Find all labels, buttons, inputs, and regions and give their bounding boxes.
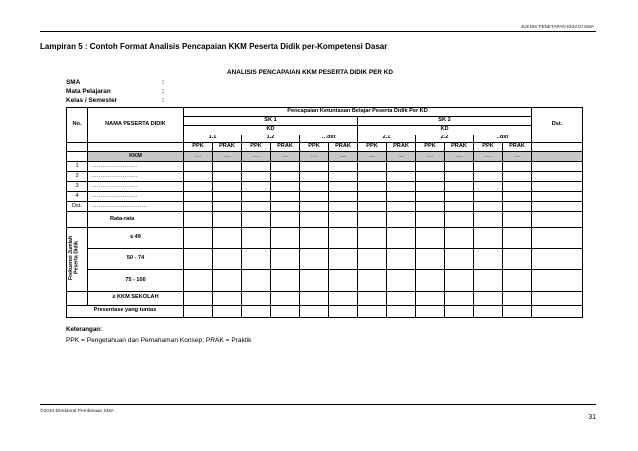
empty-cell	[67, 212, 88, 228]
kd-number: 1.1	[184, 135, 242, 143]
kd-number: 1.2	[242, 135, 300, 143]
table-row	[67, 182, 583, 192]
name-header: NAMA PESERTA DIDIK	[88, 108, 184, 143]
kkm-value: ….	[213, 152, 242, 162]
footer-rule	[40, 404, 596, 405]
meta-colon: :	[162, 97, 165, 104]
no-header: No.	[67, 108, 88, 143]
kkm-value: ….	[416, 152, 445, 162]
empty-cell	[88, 143, 184, 152]
dst-header: Dst.	[532, 108, 583, 143]
sub-header: PRAK	[213, 143, 242, 152]
kkm-label: KKM	[88, 152, 184, 162]
sk2-header: SK 2	[358, 117, 532, 126]
pencapaian-header: Pencapaian Ketuntasan Belajar Peserta Didik Per KD	[184, 108, 532, 117]
sub-header: PPK	[300, 143, 329, 152]
kd1-header	[184, 126, 358, 135]
student-name: …………………….	[88, 172, 184, 182]
kd2-header	[358, 126, 532, 135]
analysis-table	[66, 107, 583, 318]
frekuensi-text: Frekuensi Jumlah Peserta Didik	[68, 235, 80, 281]
sub-header: PPK	[184, 143, 213, 152]
row-number: Dst.	[67, 202, 88, 212]
sub-header: PRAK	[329, 143, 358, 152]
kkm-value: ….	[242, 152, 271, 162]
kd-number: 2.2	[416, 135, 474, 143]
page-number: 31	[588, 414, 596, 421]
sub-header: PPK	[358, 143, 387, 152]
kkm-value: ….	[271, 152, 300, 162]
table-row	[67, 162, 583, 172]
empty-cell	[67, 291, 88, 305]
table-row	[67, 172, 583, 182]
table-row	[67, 202, 583, 212]
keterangan-text: PPK = Pengetahuan dan Pemahaman Konsep; PRAK = Praktik	[66, 337, 252, 344]
table-row	[67, 192, 583, 202]
frekuensi-label	[67, 228, 88, 292]
kkm-value: ….	[358, 152, 387, 162]
meta-colon: :	[162, 79, 165, 86]
kd-label: KD	[440, 126, 449, 133]
meta-label-kelas: Kelas / Semester	[66, 97, 118, 104]
range-label: 75 - 100	[88, 270, 184, 291]
kkm-value: ….	[474, 152, 503, 162]
range-label: ≥ KKM SEKOLAH	[88, 291, 184, 305]
sk1-header: SK 1	[184, 117, 358, 126]
presentase-label: Presentase yang tuntas	[67, 305, 184, 317]
sub-header: PPK	[416, 143, 445, 152]
kkm-value	[532, 152, 583, 162]
table-title: ANALISIS PENCAPAIAN KKM PESERTA DIDIK PER KD	[226, 69, 394, 76]
row-number: 2	[67, 172, 88, 182]
kkm-value: ….	[387, 152, 416, 162]
kd-number: …dst	[300, 135, 358, 143]
row-number: 4	[67, 192, 88, 202]
rata-rata-label: Rata-rata	[88, 212, 184, 228]
kd-number: 2.1	[358, 135, 416, 143]
student-name: …………………….	[88, 192, 184, 202]
empty-cell	[67, 143, 88, 152]
copyright-text: ©2010-Direktorat Pembinaan SMA	[40, 409, 114, 414]
student-name: …………………….	[88, 162, 184, 172]
kkm-value: ….	[329, 152, 358, 162]
sub-header: PRAK	[271, 143, 300, 152]
empty-cell	[67, 152, 88, 162]
range-label: ≤ 49	[88, 228, 184, 249]
meta-label-sma: SMA	[66, 79, 81, 86]
sub-header: PRAK	[503, 143, 532, 152]
sub-header: PRAK	[445, 143, 474, 152]
kkm-value: ….	[300, 152, 329, 162]
kd-label: KD	[266, 126, 275, 133]
student-name: …………………….	[88, 182, 184, 192]
sub-header: PRAK	[387, 143, 416, 152]
header-rule	[40, 31, 596, 32]
student-name: …………………………	[88, 202, 184, 212]
lampiran-title: Lampiran 5 : Contoh Format Analisis Pencapaian KKM Peserta Didik per-Kompetensi Dasar	[40, 42, 388, 51]
keterangan-title: Keterangan:	[66, 326, 103, 333]
row-number: 3	[67, 182, 88, 192]
kkm-value: ….	[503, 152, 532, 162]
meta-colon: :	[162, 88, 165, 95]
sub-header: PPK	[474, 143, 503, 152]
kd-number: ..dst	[474, 135, 532, 143]
sub-header: PPK	[242, 143, 271, 152]
kkm-value: ….	[445, 152, 474, 162]
running-header: JUKNIS PENETAPAN KKM DI SMA	[520, 24, 594, 29]
range-label: 50 - 74	[88, 249, 184, 270]
kkm-value: ….	[184, 152, 213, 162]
row-number: 1	[67, 162, 88, 172]
empty-cell	[532, 143, 583, 152]
meta-label-mapel: Mata Pelajaran	[66, 88, 111, 95]
